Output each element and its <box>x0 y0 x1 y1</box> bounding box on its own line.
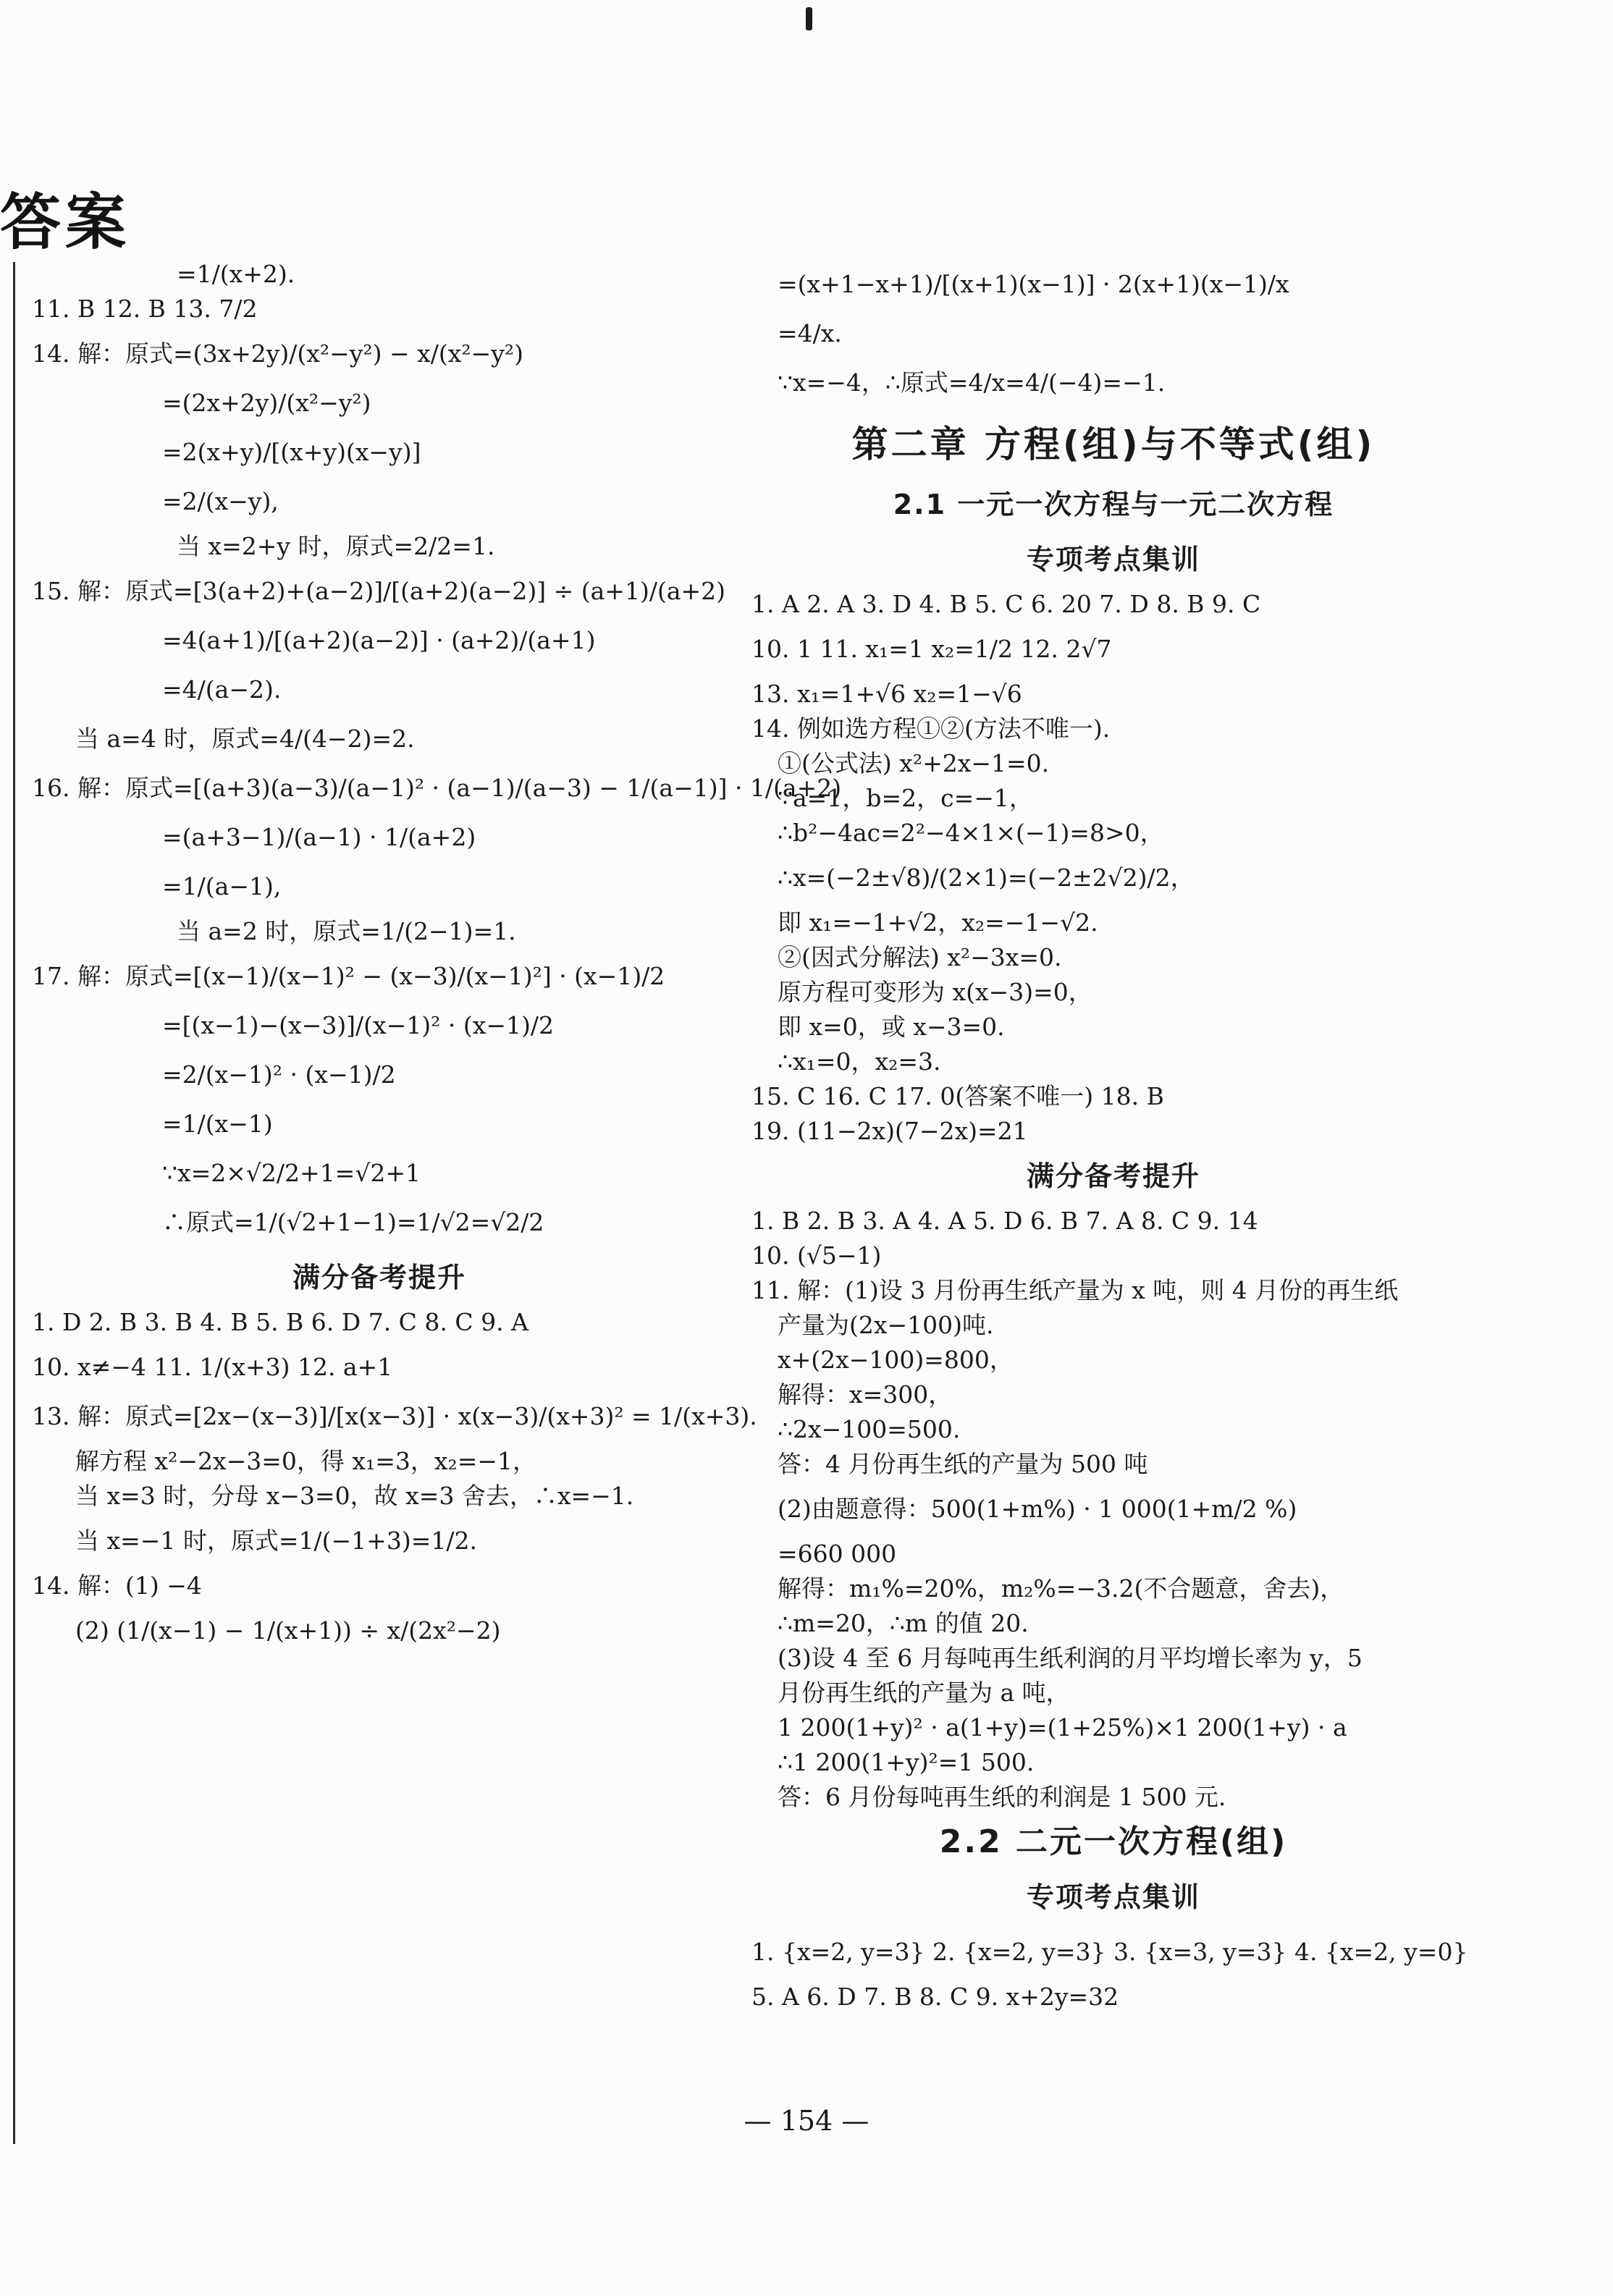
answer-line: 16. 解：原式=[(a+3)(a−3)/(a−1)² · (a−1)/(a−3) − 1/(a−1)] · 1/(a+2) <box>32 774 842 802</box>
section-heading: 第二章 方程(组)与不等式(组) <box>851 423 1376 465</box>
answer-line: 解得：m₁%=20%，m₂%=−3.2(不合题意，舍去)， <box>778 1574 1344 1603</box>
answer-line: =(x+1−x+1)/[(x+1)(x−1)] · 2(x+1)(x−1)/x <box>778 270 1289 298</box>
page-number: — 154 — <box>744 2105 869 2137</box>
answer-line: =4/(a−2). <box>162 675 282 704</box>
answer-line: 1. D 2. B 3. B 4. B 5. B 6. D 7. C 8. C 9. A <box>32 1308 528 1336</box>
answer-line: ∵x=−4，∴原式=4/x=4/(−4)=−1. <box>778 368 1166 397</box>
answer-line: =2/(x−y), <box>162 487 279 515</box>
answer-line: 当 x=3 时，分母 x−3=0，故 x=3 舍去，∴x=−1. <box>75 1482 634 1510</box>
section-heading: 2.1 一元一次方程与一元二次方程 <box>893 489 1334 520</box>
answer-line: (2) (1/(x−1) − 1/(x+1)) ÷ x/(2x²−2) <box>75 1616 501 1645</box>
answer-line: 11. 解：(1)设 3 月份再生纸产量为 x 吨，则 4 月份的再生纸 <box>751 1276 1399 1304</box>
answer-line: ∴2x−100=500. <box>778 1415 961 1443</box>
left-margin-rule <box>13 262 15 2144</box>
answer-line: 10. (√5−1) <box>751 1241 882 1270</box>
answer-line: =1/(a−1), <box>162 872 282 900</box>
answer-line: 14. 解：原式=(3x+2y)/(x²−y²) − x/(x²−y²) <box>32 339 523 368</box>
answer-line: 产量为(2x−100)吨. <box>778 1311 994 1339</box>
answer-line: ②(因式分解法) x²−3x=0. <box>778 943 1062 971</box>
answer-line: =4/x. <box>778 319 842 347</box>
answer-line: 10. x≠−4 11. 1/(x+3) 12. a+1 <box>32 1353 393 1381</box>
section-heading: 满分备考提升 <box>292 1262 466 1293</box>
answer-line: 当 a=4 时，原式=4/(4−2)=2. <box>75 725 415 753</box>
answer-line: =(2x+2y)/(x²−y²) <box>162 389 371 417</box>
answer-line: ∴x=(−2±√8)/(2×1)=(−2±2√2)/2， <box>778 864 1195 892</box>
answer-line: 原方程可变形为 x(x−3)=0， <box>778 978 1092 1006</box>
answer-line: 17. 解：原式=[(x−1)/(x−1)² − (x−3)/(x−1)²] · (x−1)/2 <box>32 962 665 990</box>
answer-line: 1. A 2. A 3. D 4. B 5. C 6. 20 7. D 8. B 9. C <box>751 590 1261 618</box>
answer-line: ∴1 200(1+y)²=1 500. <box>778 1748 1035 1776</box>
section-heading: 专项考点集训 <box>1026 1881 1200 1913</box>
answer-line: 答：6 月份每吨再生纸的利润是 1 500 元. <box>778 1783 1226 1811</box>
answer-line: 解得：x=300， <box>778 1380 953 1409</box>
answer-line: =2/(x−1)² · (x−1)/2 <box>162 1060 396 1089</box>
answer-line: 14. 例如选方程①②(方法不唯一). <box>751 714 1111 743</box>
answer-line: 5. A 6. D 7. B 8. C 9. x+2y=32 <box>751 1983 1119 2011</box>
answer-line: 13. x₁=1+√6 x₂=1−√6 <box>751 680 1022 708</box>
answer-line: 19. (11−2x)(7−2x)=21 <box>751 1117 1028 1145</box>
section-heading: 2.2 二元一次方程(组) <box>939 1823 1288 1860</box>
section-heading: 满分备考提升 <box>1026 1160 1200 1192</box>
answer-line: 1. B 2. B 3. A 4. A 5. D 6. B 7. A 8. C 9. 14 <box>751 1207 1258 1235</box>
answer-line: 11. B 12. B 13. 7/2 <box>32 295 258 323</box>
answer-line: 当 x=2+y 时，原式=2/2=1. <box>177 532 495 560</box>
top-ink-mark <box>806 7 812 30</box>
answer-line: (3)设 4 至 6 月每吨再生纸利润的月平均增长率为 y，5 <box>778 1644 1363 1672</box>
answer-line: ∴m=20，∴m 的值 20. <box>778 1609 1029 1637</box>
answer-line: ∴x₁=0，x₂=3. <box>778 1047 941 1076</box>
answer-line: 月份再生纸的产量为 a 吨， <box>778 1679 1070 1707</box>
answer-line: ∵x=2×√2/2+1=√2+1 <box>162 1159 421 1187</box>
answer-line: 当 x=−1 时，原式=1/(−1+3)=1/2. <box>75 1527 477 1555</box>
answer-line: 10. 1 11. x₁=1 x₂=1/2 12. 2√7 <box>751 635 1112 663</box>
answer-line: =1/(x−1) <box>162 1110 273 1138</box>
answer-line: ∴b²−4ac=2²−4×1×(−1)=8>0， <box>778 819 1164 847</box>
answer-line: =(a+3−1)/(a−1) · 1/(a+2) <box>162 823 476 851</box>
answer-line: 当 a=2 时，原式=1/(2−1)=1. <box>177 917 516 945</box>
answer-line: 答：4 月份再生纸的产量为 500 吨 <box>778 1450 1148 1478</box>
answer-line: 13. 解：原式=[2x−(x−3)]/[x(x−3)] · x(x−3)/(x+3)² = 1/(x+3). <box>32 1402 757 1430</box>
section-heading: 专项考点集训 <box>1026 544 1200 575</box>
answer-line: (2)由题意得：500(1+m%) · 1 000(1+m/2 %) <box>778 1495 1297 1523</box>
answer-line: 解方程 x²−2x−3=0，得 x₁=3，x₂=−1， <box>75 1447 536 1475</box>
answer-line: =660 000 <box>778 1540 897 1568</box>
answer-line: 1 200(1+y)² · a(1+y)=(1+25%)×1 200(1+y) · a <box>778 1713 1347 1742</box>
answer-line: =4(a+1)/[(a+2)(a−2)] · (a+2)/(a+1) <box>162 626 596 654</box>
answer-line: 15. C 16. C 17. 0(答案不唯一) 18. B <box>751 1082 1164 1110</box>
answer-line: x+(2x−100)=800， <box>778 1346 1014 1374</box>
answer-line: ①(公式法) x²+2x−1=0. <box>778 749 1050 777</box>
answer-line: 即 x₁=−1+√2，x₂=−1−√2. <box>778 908 1098 937</box>
answer-line: ∵a=1，b=2，c=−1， <box>778 784 1033 812</box>
answer-line: ∴原式=1/(√2+1−1)=1/√2=√2/2 <box>162 1208 544 1236</box>
answer-line: =[(x−1)−(x−3)]/(x−1)² · (x−1)/2 <box>162 1011 555 1039</box>
answer-line: 14. 解：(1) −4 <box>32 1571 202 1600</box>
answer-line: 即 x=0，或 x−3=0. <box>778 1013 1005 1041</box>
answer-line: =2(x+y)/[(x+y)(x−y)] <box>162 438 421 466</box>
right-answer-column <box>751 257 1475 2014</box>
page-banner-title: 答案 <box>0 187 131 258</box>
answer-line: =1/(x+2). <box>177 260 295 288</box>
answer-line: 15. 解：原式=[3(a+2)+(a−2)]/[(a+2)(a−2)] ÷ (a+1)/(a+2) <box>32 577 726 605</box>
answer-line: 1. {x=2, y=3} 2. {x=2, y=3} 3. {x=3, y=3} 4. {x=2, y=0} <box>751 1938 1468 1966</box>
